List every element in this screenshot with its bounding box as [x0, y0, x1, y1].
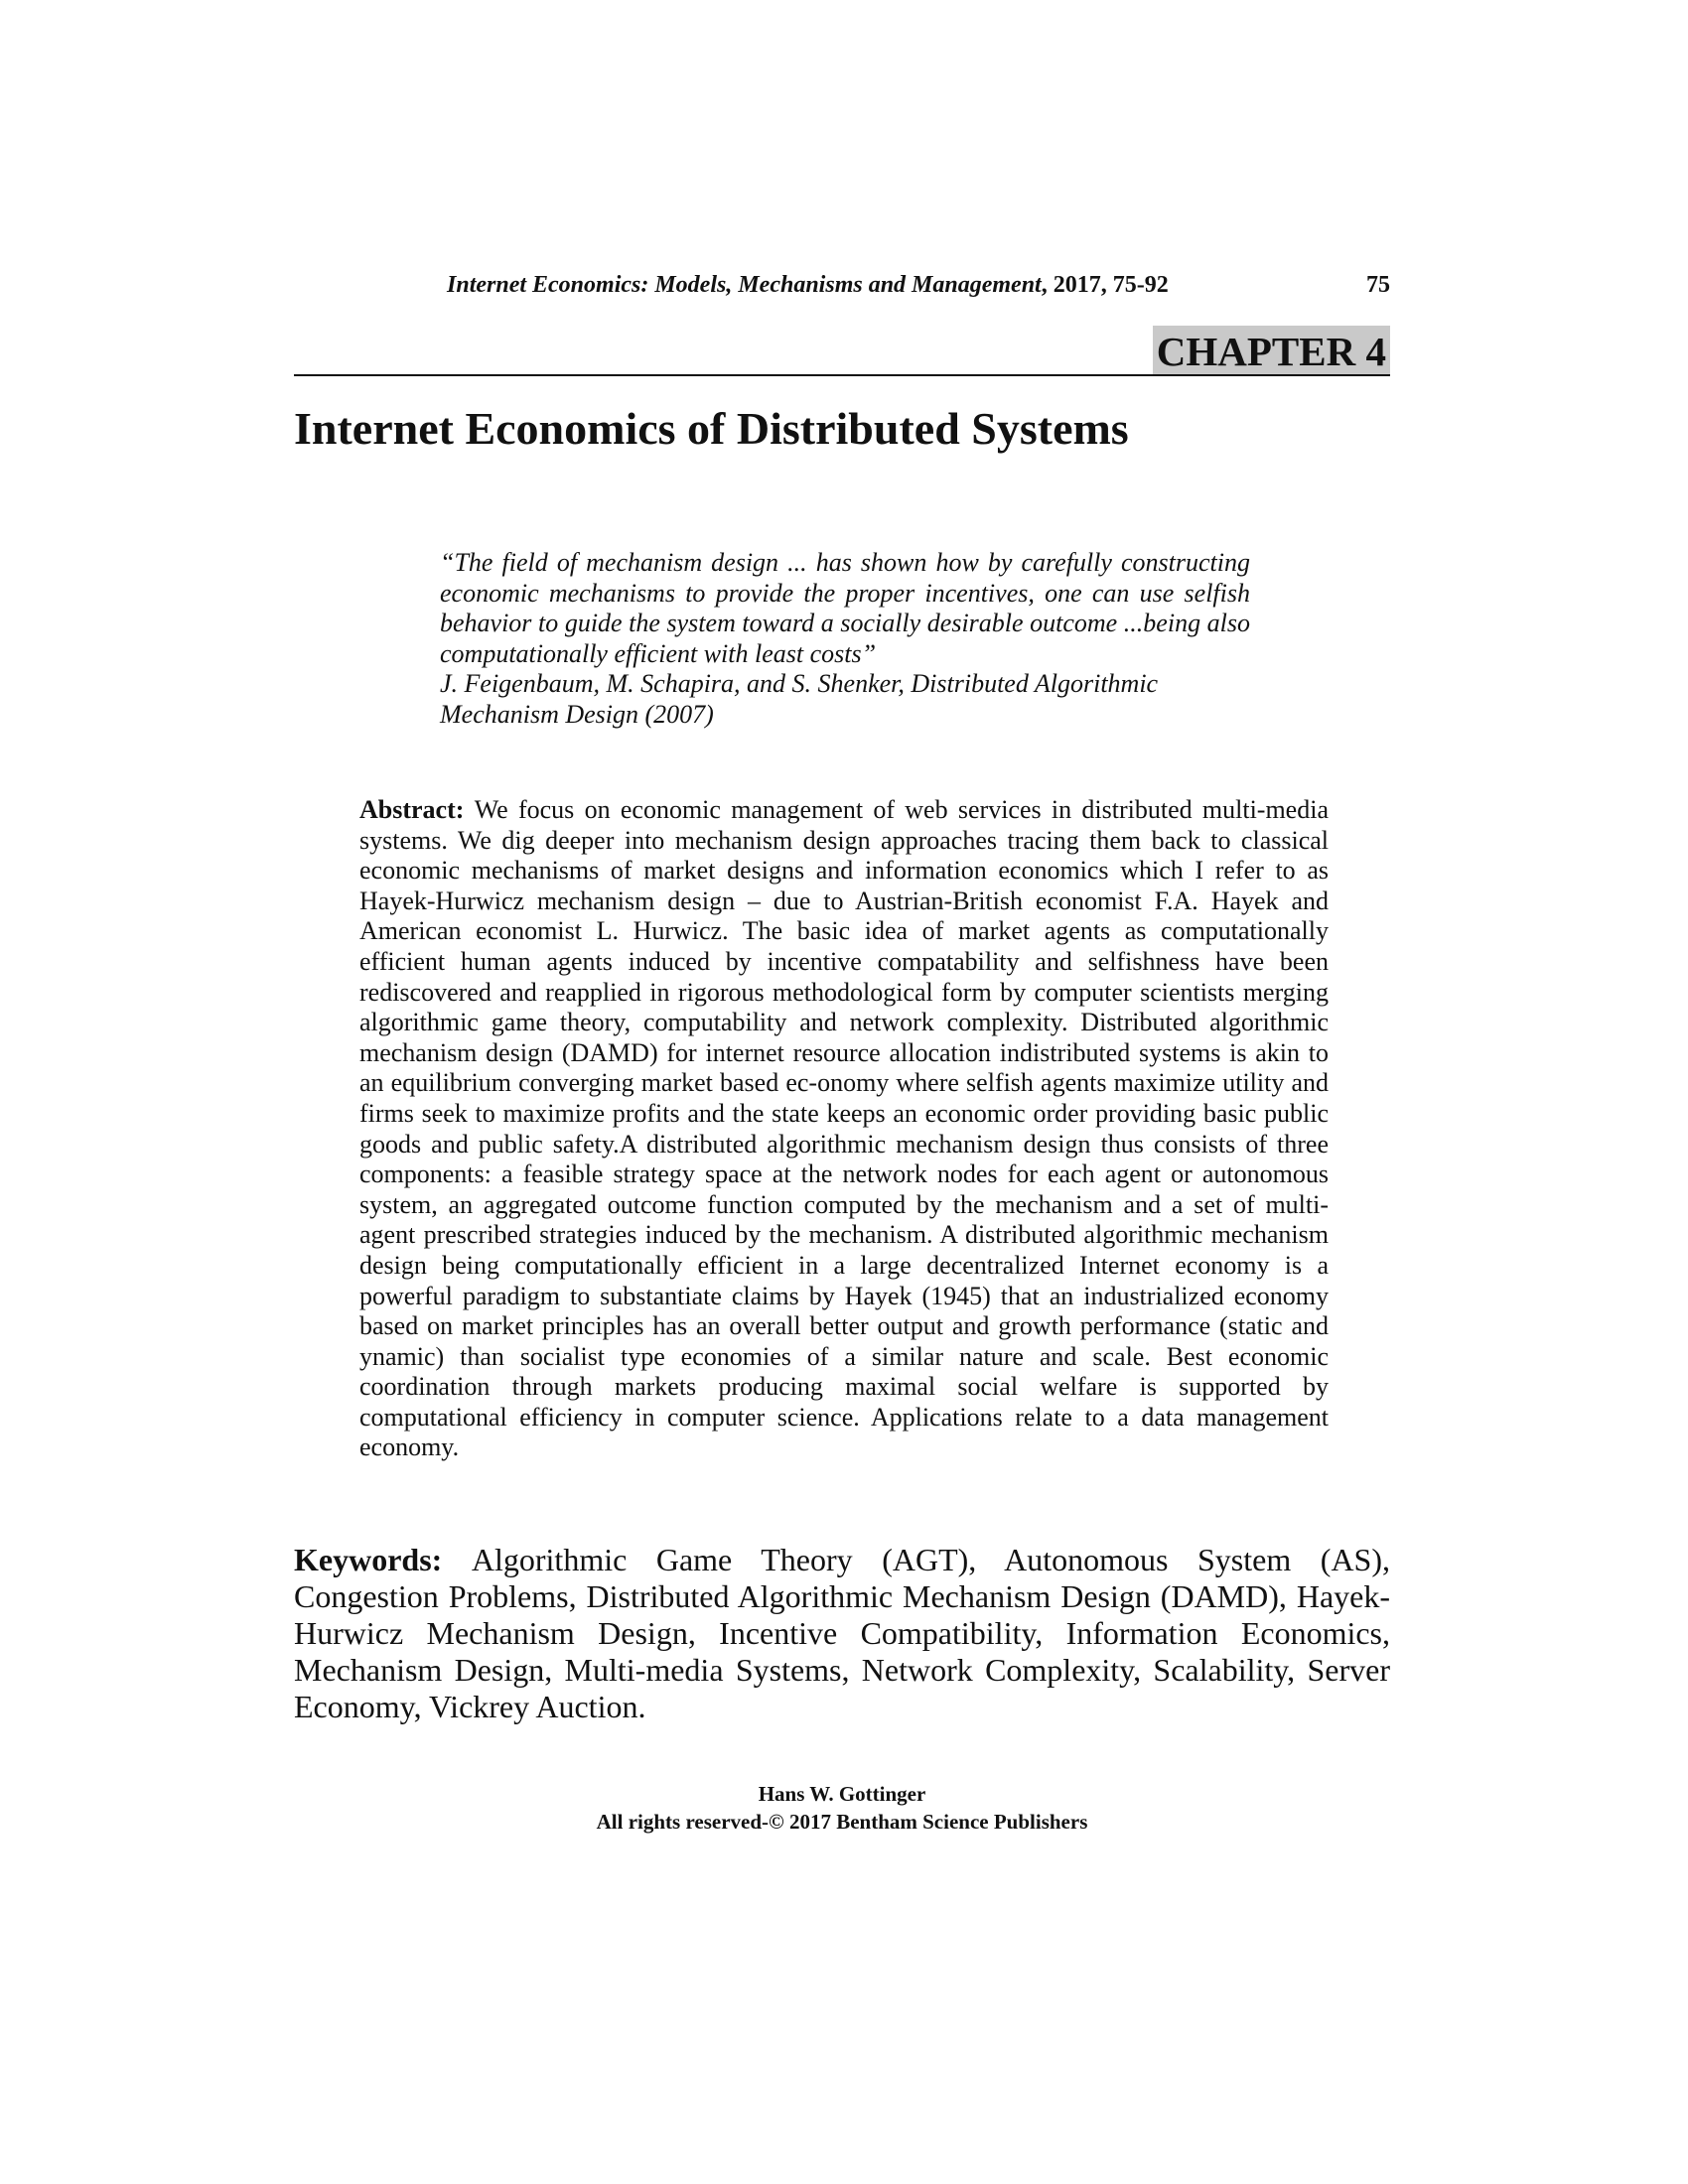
journal-title: Internet Economics: Models, Mechanisms and Management: [447, 272, 1042, 298]
epigraph: [440, 548, 1250, 731]
chapter-divider: [294, 374, 1390, 376]
abstract-label: Abstract:: [359, 795, 475, 824]
chapter-label: CHAPTER 4: [1153, 326, 1390, 375]
chapter-title: Internet Economics of Distributed Systems: [294, 403, 1129, 454]
keywords: [294, 1542, 1390, 1725]
abstract: [359, 795, 1329, 1463]
copyright-notice: All rights reserved-© 2017 Bentham Science Publishers: [596, 1810, 1088, 1834]
page-number: 75: [1366, 272, 1390, 298]
author-name: Hans W. Gottinger: [758, 1782, 926, 1806]
journal-meta: , 2017, 75-92: [1041, 272, 1169, 298]
journal-citation: [447, 272, 1169, 299]
keywords-text: Algorithmic Game Theory (AGT), Autonomous System (AS), Congestion Problems, Distributed Algorithmic Mechanism Design (DAMD), Hayek-Hurwicz Mechanism Design, Incentive Compatibility, Information Economics, Mechanism Design, Multi-media Systems, Network Complexity, Scalability, Server Economy, Vickrey Auction.: [294, 1542, 1391, 1724]
keywords-label: Keywords:: [294, 1542, 472, 1577]
page-footer: [294, 1780, 1390, 1836]
abstract-text: We focus on economic management of web services in distributed multi-media systems. We dig deeper into mechanism design approaches tracing them back to classical economic mechanisms of market designs and information economics which I refer to as Hayek-Hurwicz mechanism design – due to Austrian-British economist F.A. Hayek and American economist L. Hurwicz. The basic idea of market agents as computationally efficient human agents induced by incentive compatability and selfishness have been rediscovered and reapplied in rigorous methodological form by computer scientists merging algorithmic game theory, computability and network complexity. Distributed algorithmic mechanism design (DAMD) for internet resource allocation indistributed systems is akin to an equilibrium converging market based ec-onomy where selfish agents maximize utility and firms seek to maximize profits and the state keeps an economic order providing basic public goods and public safety.A distributed algorithmic mechanism design thus consists of three components: a feasible strategy space at the network nodes for each agent or autonomous system, an aggregated outcome function computed by the mechanism and a set of multi-agent prescribed strategies induced by the mechanism. A distributed algorithmic mechanism design being computationally efficient in a large decentralized Internet economy is a powerful paradigm to substantiate claims by Hayek (1945) that an industrialized economy based on market principles has an overall better output and growth performance (static and ynamic) than socialist type economies of a similar nature and scale. Best economic coordination through markets producing maximal social welfare is supported by computational efficiency in computer science. Applications relate to a data management economy.: [359, 795, 1329, 1462]
epigraph-attribution: J. Feigenbaum, M. Schapira, and S. Shenker, Distributed Algorithmic Mechanism Design (2007): [440, 669, 1159, 729]
epigraph-quote: “The field of mechanism design ... has shown how by carefully constructing economic mechanisms to provide the proper incentives, one can use selfish behavior to guide the system toward a socially desirable outcome ...being also computationally efficient with least costs”: [440, 548, 1250, 668]
